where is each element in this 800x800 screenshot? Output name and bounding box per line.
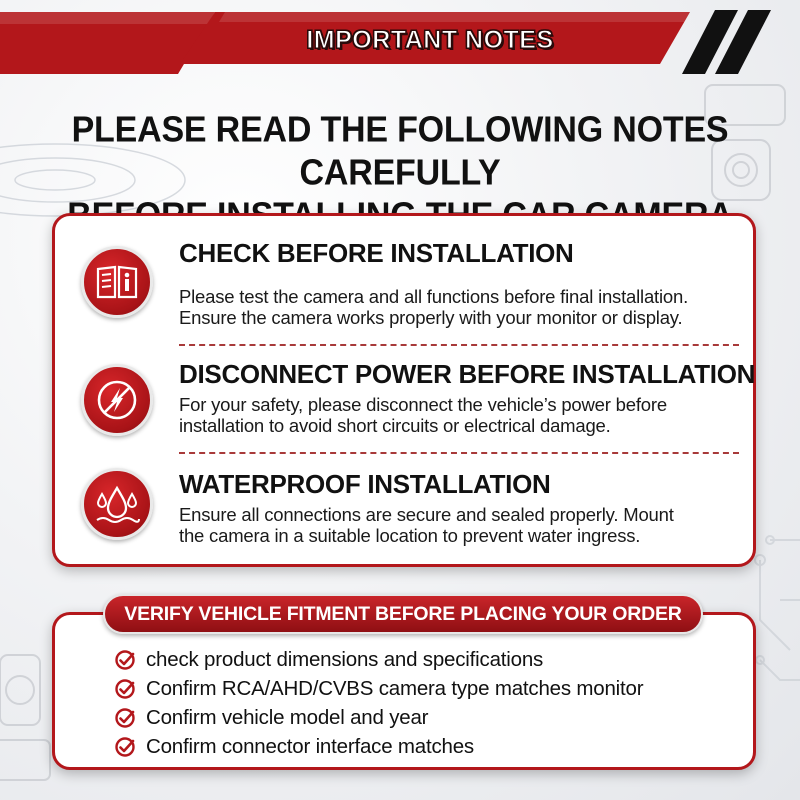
note-text-line: installation to avoid short circuits or electrical damage.	[179, 415, 611, 436]
notes-card	[52, 213, 756, 567]
note-title: CHECK BEFORE INSTALLATION	[179, 238, 574, 268]
list-item	[114, 674, 643, 703]
note-text	[179, 504, 749, 546]
note-text-line: Please test the camera and all functions before final installation.	[179, 286, 689, 307]
list-item	[114, 645, 643, 674]
list-item	[114, 703, 643, 732]
check-label: Confirm RCA/AHD/CVBS camera type matches monitor	[146, 676, 644, 700]
check-circle-icon	[114, 678, 136, 700]
check-circle-icon	[114, 649, 136, 671]
banner	[0, 0, 800, 78]
note-text	[179, 286, 749, 328]
note-text	[179, 394, 749, 436]
note-text-line: For your safety, please disconnect the vehicle’s power before	[179, 394, 667, 415]
banner-title: IMPORTANT NOTES	[306, 26, 554, 54]
manual-book-icon	[81, 246, 153, 318]
note-text-line: the camera in a suitable location to prevent water ingress.	[179, 525, 641, 546]
check-label: Confirm vehicle model and year	[146, 705, 429, 729]
headline-line-1: PLEASE READ THE FOLLOWING NOTES CAREFULLY	[71, 109, 729, 193]
check-circle-icon	[114, 707, 136, 729]
verify-checklist	[114, 645, 643, 761]
check-label: Confirm connector interface matches	[146, 734, 474, 758]
note-text-line: Ensure the camera works properly with your monitor or display.	[179, 307, 683, 328]
check-circle-icon	[114, 736, 136, 758]
note-text-line: Ensure all connections are secure and sealed properly. Mount	[179, 504, 674, 525]
verify-title: VERIFY VEHICLE FITMENT BEFORE PLACING YOUR ORDER	[103, 594, 703, 634]
water-drops-icon	[81, 468, 153, 540]
divider	[179, 452, 739, 454]
check-label: check product dimensions and specifications	[146, 647, 544, 671]
note-title: DISCONNECT POWER BEFORE INSTALLATION	[179, 359, 756, 389]
divider	[179, 344, 739, 346]
note-title: WATERPROOF INSTALLATION	[179, 469, 551, 499]
power-disconnect-icon	[81, 364, 153, 436]
list-item	[114, 732, 643, 761]
